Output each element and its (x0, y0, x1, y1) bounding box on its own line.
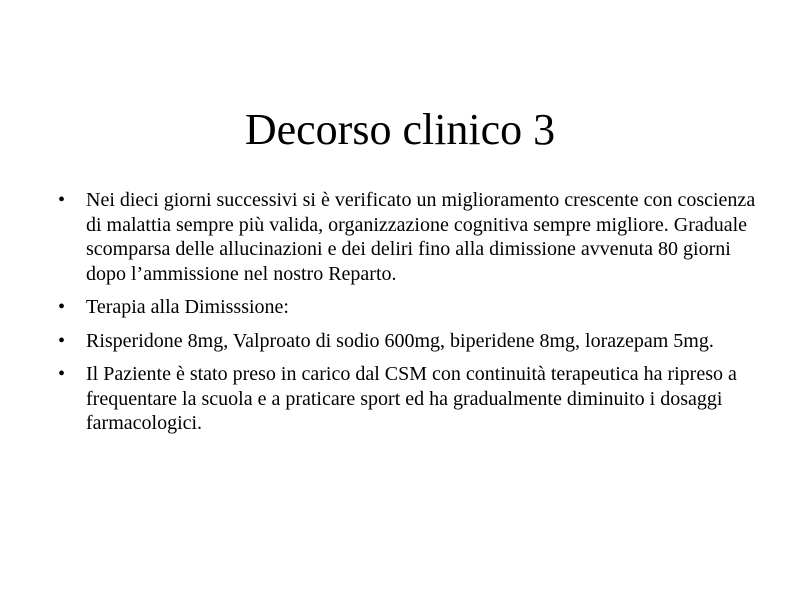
bullet-text: Nei dieci giorni successivi si è verificato un miglioramento crescente con coscienza di malattia sempre più valida, organizzazione cognitiva sempre migliore. Graduale scomparsa delle allucinazioni e dei deliri fino alla dimissione avvenuta 80 giorni dopo l’ammissione nel nostro Reparto. (86, 189, 756, 285)
bullet-marker-icon: • (58, 363, 66, 385)
bullet-item-therapy-heading (58, 295, 770, 320)
bullet-text: Risperidone 8mg, Valproato di sodio 600mg, biperidene 8mg, lorazepam 5mg. (86, 329, 714, 352)
bullet-marker-icon: • (58, 189, 66, 211)
bullet-text: Il Paziente è stato preso in carico dal CSM con continuità terapeutica ha ripreso a frequentare la scuola e a praticare sport ed ha gradualmente diminuito i dosaggi farmacologici. (86, 363, 737, 434)
bullet-marker-icon: • (58, 296, 66, 318)
bullet-item-follow-up (58, 362, 770, 436)
bullet-marker-icon: • (58, 329, 66, 352)
bullet-item-progress (58, 188, 770, 286)
bullet-list (58, 188, 770, 445)
slide-title: Decorso clinico 3 (244, 105, 556, 154)
bullet-item-medications (58, 329, 770, 354)
bullet-text: Terapia alla Dimisssione: (86, 296, 289, 318)
